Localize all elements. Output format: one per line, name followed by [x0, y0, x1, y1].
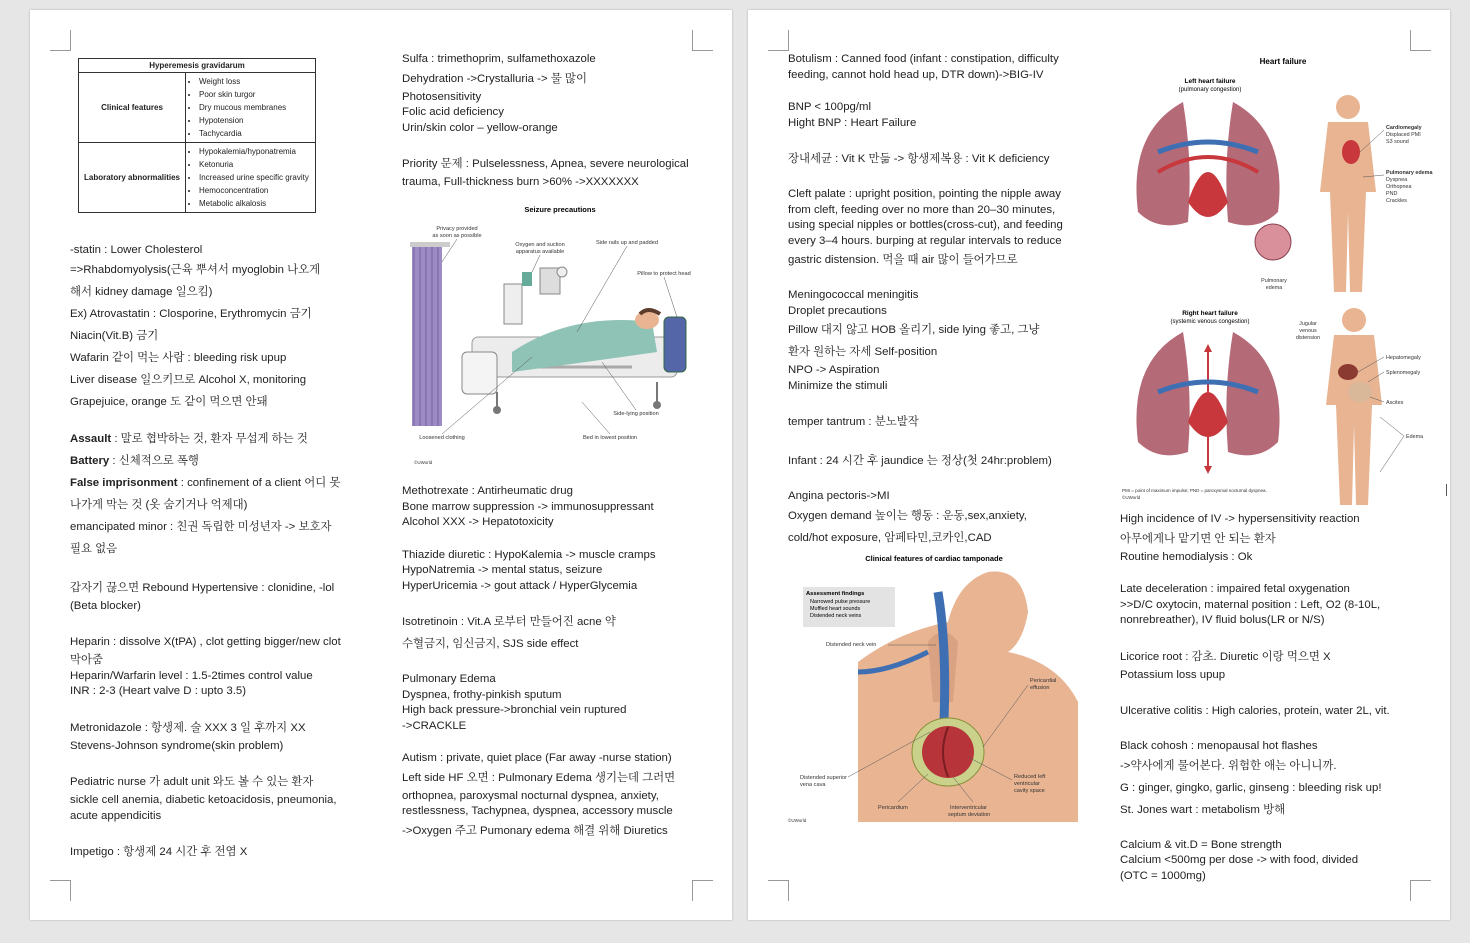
text-line: 막아줌 — [70, 654, 104, 666]
text-line: sickle cell anemia, diabetic ketoacidosis, pneumonia, — [70, 794, 337, 806]
figure-title: Heart failure — [1259, 57, 1307, 66]
curtain-illustration — [410, 242, 450, 426]
text-line: Left side HF 오면 : Pulmonary Edema 생기는데 그러면 — [402, 771, 676, 784]
figure-label: Pulmonary edema — [1386, 170, 1433, 176]
text-line: Botulism : Canned food (infant : constipation, difficulty — [788, 53, 1059, 65]
figure-label: Pillow to protect head — [637, 271, 691, 277]
list-item: • Dry mucous membranes — [199, 101, 312, 114]
figure-label: edema — [1265, 285, 1283, 291]
text-line: Dyspnea, frothy-pinkish sputum — [402, 688, 562, 701]
text-line: 나가게 막는 것 (옷 숨기거나 억제대) — [70, 498, 248, 511]
text-line: Metronidazole : 항생제. 술 XXX 3 일 후까지 XX — [70, 721, 306, 734]
text-line: cold/hot exposure, 암페타민,코카인,CAD — [788, 531, 992, 544]
text-line: Ulcerative colitis : High calories, protein, water 2L, vit. — [1120, 705, 1390, 717]
note-legal — [70, 428, 370, 560]
note-black-cohosh — [1120, 739, 1440, 821]
text-line: Hight BNP : Heart Failure — [788, 116, 917, 129]
note-statin — [70, 243, 370, 413]
text-cursor — [1446, 484, 1447, 496]
list-item: • Hemoconcentration — [199, 184, 312, 197]
text-line: Thiazide diuretic : HypoKalemia -> muscle cramps — [402, 548, 656, 561]
text-line: HypoNatremia -> mental status, seizure — [402, 564, 603, 576]
figure-label: Pericardial — [1030, 678, 1057, 684]
text-line: Licorice root : 감초. Diuretic 이랑 먹으면 X — [1120, 650, 1331, 663]
text-line: gastric distension. 먹을 때 air 많이 들어가므로 — [788, 254, 1018, 266]
oxygen-suction-illustration — [504, 267, 567, 324]
text-line: Potassium loss upup — [1120, 668, 1226, 681]
page1-left-column — [70, 243, 370, 880]
text-line: restlessness, Tachypnea, dyspnea, accessory muscle — [402, 805, 673, 817]
text-line: HyperUricemia -> gout attack / HyperGlycemia — [402, 579, 638, 592]
figure-label: S3 sound — [1386, 139, 1409, 145]
document-page-2 — [748, 10, 1450, 920]
text-line: acute appendicitis — [70, 809, 162, 822]
figure-label: Side-lying position — [613, 411, 659, 417]
hyperemesis-table — [78, 58, 316, 213]
text-line: ->약사에게 물어본다. 위험한 애는 아니니까. — [1120, 759, 1337, 772]
figure-label: as soon as possible — [432, 233, 482, 239]
note-thiazide — [402, 548, 702, 595]
figure-label: distension — [1295, 335, 1321, 341]
page2-left-column — [788, 52, 1088, 566]
note-ulcerative-colitis — [1120, 700, 1440, 722]
list-item: • Ketonuria — [199, 158, 312, 171]
text-line: Heparin : dissolve X(tPA) , clot getting bigger/new clot — [70, 636, 341, 648]
text-line: from cleft, feeding over no more than 20–30 minutes, — [788, 203, 1056, 216]
figure-label: Displaced PMI — [1386, 132, 1421, 138]
text-line: 필요 없음 — [70, 542, 118, 555]
text-line: Sulfa : trimethoprim, sulfamethoxazole — [402, 53, 596, 65]
text-line: Methotrexate : Antirheumatic drug — [402, 485, 573, 497]
text-line: High incidence of IV -> hypersensitivity reaction — [1120, 513, 1360, 525]
note-impetigo — [70, 841, 370, 863]
note-iv-hypersensitivity — [1120, 512, 1440, 565]
text-line: >>D/C oxytocin, maternal position : Left, O2 (8-10L, — [1120, 598, 1381, 611]
text-line: Oxygen demand 높이는 행동 : 운동,sex,anxiety, — [788, 509, 1027, 522]
text-line: Folic acid deficiency — [402, 106, 504, 118]
text-line: Bone marrow suppression -> immunosuppressant — [402, 500, 654, 513]
figure-label: Crackles — [1386, 198, 1407, 204]
note-autism — [402, 751, 702, 842]
list-item: • Hypokalemia/hyponatremia — [199, 145, 312, 158]
text-line: Pediatric nurse 가 adult unit 와도 볼 수 있는 환자 — [70, 776, 314, 788]
box-title: Assessment findings — [806, 591, 865, 597]
figure-label: apparatus available — [515, 249, 565, 255]
note-isotretinoin — [402, 611, 702, 655]
figure-label: PND — [1386, 191, 1398, 197]
list-item: • Poor skin turgor — [199, 88, 312, 101]
text-line: (OTC = 1000mg) — [1120, 869, 1206, 882]
text-line: Cleft palate : upright position, pointing the nipple away — [788, 188, 1061, 200]
page1-right-column-lower — [402, 484, 702, 859]
figure-label: Ascites — [1386, 400, 1404, 406]
note-tantrum — [788, 411, 1088, 433]
bed-illustration — [462, 310, 686, 414]
text-line: INR : 2-3 (Heart valve D : upto 3.5) — [70, 685, 246, 697]
figure-label: Distended neck vein — [826, 642, 877, 648]
text-line: Urin/skin color – yellow-orange — [402, 121, 558, 134]
copyright-label: ©UWorld — [788, 818, 807, 823]
figure-label: Dyspnea — [1386, 177, 1408, 183]
lungs-heart-bottom-illustration — [1136, 332, 1279, 474]
note-priority — [402, 153, 702, 191]
list-item: Distended neck veins — [810, 613, 862, 619]
text-line: Late deceleration : impaired fetal oxygenation — [1120, 583, 1350, 595]
text-line: Heparin/Warfarin level : 1.5-2times control value — [70, 669, 313, 682]
text-line: trauma, Full-thickness burn >60% ->XXXXXXX — [402, 176, 639, 188]
list-item: • Metabolic alkalosis — [199, 197, 312, 210]
figure-label: Pericardium — [878, 805, 908, 811]
crop-mark — [1410, 30, 1431, 51]
text-line: Photosensitivity — [402, 90, 482, 103]
list-item: Muffled heart sounds — [810, 606, 861, 612]
text-line: Pulmonary Edema — [402, 673, 496, 685]
table-title: Hyperemesis gravidarum — [79, 59, 316, 73]
text-line: Angina pectoris->MI — [788, 490, 890, 502]
figure-label: Distended superior — [800, 775, 847, 781]
document-page-1 — [30, 10, 732, 920]
text-line — [70, 472, 370, 494]
text-line: Wafarin 같이 먹는 사람 : bleeding risk upup — [70, 351, 287, 364]
crop-mark — [768, 30, 789, 51]
subfigure-title: Right heart failure — [1182, 310, 1238, 317]
note-late-deceleration — [1120, 582, 1440, 629]
table-row-label: Clinical features — [79, 73, 186, 143]
note-metronidazole — [70, 717, 370, 755]
copyright-label: ©UWorld — [414, 460, 433, 465]
subfigure-subtitle: (systemic venous congestion) — [1170, 319, 1250, 325]
text-line: Ex) Atrovastatin : Closporine, Erythromycin 금기 — [70, 307, 312, 320]
figure-label: Cardiomegaly — [1386, 125, 1422, 131]
text-line: Calcium <500mg per dose -> with food, divided — [1120, 854, 1359, 866]
note-methotrexate — [402, 484, 702, 531]
text-line: feeding, cannot hold head up, DTR down)->BIG-IV — [788, 68, 1044, 81]
text-line — [70, 428, 370, 450]
figure-label: Privacy provided — [436, 226, 478, 232]
term: Assault — [70, 432, 112, 445]
text-line: G : ginger, gingko, garlic, ginseng : bleeding risk up! — [1120, 781, 1382, 794]
text-line: Grapejuice, orange 도 같이 먹으면 안돼 — [70, 395, 268, 408]
text-line: Droplet precautions — [788, 304, 887, 317]
text-line: Infant : 24 시간 후 jaundice 는 정상(첫 24hr:problem) — [788, 455, 1052, 467]
note-botulism — [788, 52, 1088, 83]
text-line: High back pressure->bronchial vein ruptured — [402, 704, 627, 716]
text-line: NPO -> Aspiration — [788, 364, 880, 376]
note-calcium — [1120, 838, 1440, 885]
text-line: ->CRACKLE — [402, 719, 467, 732]
crop-mark — [692, 880, 713, 901]
text-line: Black cohosh : menopausal hot flashes — [1120, 740, 1318, 752]
note-clonidine — [70, 577, 370, 615]
note-pulmonary-edema — [402, 672, 702, 734]
text-line: Impetigo : 항생제 24 시간 후 전염 X — [70, 846, 248, 858]
text-line: 수혈금지, 임신금지, SJS side effect — [402, 638, 579, 650]
text-line: Niacin(Vit.B) 금기 — [70, 329, 159, 342]
list-item: • Weight loss — [199, 75, 312, 88]
body-bottom-illustration — [1326, 308, 1382, 505]
body-top-illustration — [1320, 95, 1376, 292]
list-item: • Hypotension — [199, 114, 312, 127]
note-bnp — [788, 100, 1088, 131]
definition: : 신체적으로 폭행 — [109, 454, 199, 467]
text-line: Dehydration ->Crystalluria -> 물 많이 — [402, 72, 587, 85]
text-line: St. Jones wart : metabolism 방해 — [1120, 803, 1286, 816]
figure-label: Oxygen and suction — [515, 242, 565, 248]
text-line: =>Rhabdomyolysis(근육 뿌셔서 myoglobin 나오게 — [70, 263, 321, 276]
crop-mark — [692, 30, 713, 51]
text-line: Pillow 대지 않고 HOB 올리기, side lying 좋고, 그냥 — [788, 324, 1040, 336]
crop-mark — [50, 880, 71, 901]
copyright-label: ©UWorld — [1122, 495, 1141, 500]
figure-label: Interventricular — [950, 805, 987, 811]
text-line: Alcohol XXX -> Hepatotoxicity — [402, 516, 554, 528]
definition: : 말로 협박하는 것, 환자 무섭게 하는 것 — [111, 432, 308, 445]
text-line: (Beta blocker) — [70, 599, 141, 612]
text-line: -statin : Lower Cholesterol — [70, 244, 203, 256]
list-item: • Tachycardia — [199, 127, 312, 140]
figure-label: cavity space — [1014, 788, 1045, 794]
figure-label: Pulmonary — [1261, 278, 1287, 284]
page2-right-column — [1120, 512, 1440, 901]
text-line: 갑자기 끊으면 Rebound Hypertensive : clonidine, -lol — [70, 581, 335, 594]
text-line: using special nipples or bottles(cross-cut), and feeding — [788, 219, 1063, 231]
text-line: Minimize the stimuli — [788, 379, 888, 392]
text-line: temper tantrum : 분노발작 — [788, 416, 919, 428]
text-line: Isotretinoin : Vit.A 로부터 만들어진 acne 약 — [402, 616, 616, 628]
subfigure-title: Left heart failure — [1184, 78, 1236, 85]
figure-label: Side rails up and padded — [596, 240, 658, 246]
subfigure-subtitle: (pulmonary congestion) — [1178, 87, 1242, 93]
term: Battery — [70, 454, 110, 467]
heart-failure-figure — [1118, 52, 1448, 500]
figure-title: Clinical features of cardiac tamponade — [865, 554, 1003, 563]
figure-label: Reduced left — [1014, 774, 1046, 780]
crop-mark — [50, 30, 71, 51]
figure-label: Splenomegaly — [1386, 370, 1421, 376]
text-line: Liver disease 일으키므로 Alcohol X, monitoring — [70, 373, 307, 386]
note-angina — [788, 489, 1088, 549]
page1-right-column — [402, 52, 702, 208]
text-line: BNP < 100pg/ml — [788, 101, 872, 113]
text-line: Autism : private, quiet place (Far away -nurse station) — [402, 752, 672, 764]
figure-label: Bed in lowest position — [582, 435, 638, 441]
figure-footnote: PMI = point of maximum impulse; PND = paroxysmal nocturnal dyspnea. — [1122, 488, 1267, 493]
term: False imprisonment — [70, 476, 178, 489]
figure-label: venous — [1299, 328, 1317, 334]
figure-label: Orthopnea — [1386, 184, 1412, 190]
list-item: • Increased urine specific gravity — [199, 171, 312, 184]
text-line: 아무에게나 맡기면 안 되는 환자 — [1120, 532, 1276, 545]
list-item: Narrowed pulse pressure — [810, 599, 871, 605]
text-line: orthopnea, paroxysmal nocturnal dyspnea, anxiety, — [402, 789, 659, 802]
figure-label: Edema — [1406, 434, 1424, 440]
figure-title: Seizure precautions — [524, 205, 596, 214]
figure-label: Jugular — [1299, 321, 1317, 327]
note-sulfa — [402, 52, 702, 136]
figure-label: ventricular — [1014, 781, 1040, 787]
text-line — [70, 450, 370, 472]
text-line: 환자 원하는 자세 Self-position — [788, 346, 938, 358]
figure-label: Hepatomegaly — [1386, 355, 1421, 361]
figure-label: septum deviation — [948, 812, 991, 818]
text-line: Routine hemodialysis : Ok — [1120, 550, 1253, 563]
text-line: Meningococcal meningitis — [788, 289, 919, 301]
note-cleft-palate — [788, 187, 1088, 271]
note-heparin — [70, 631, 370, 700]
lungs-heart-top-illustration — [1136, 102, 1291, 260]
note-licorice — [1120, 646, 1440, 684]
note-vitk — [788, 148, 1088, 170]
text-line: 해서 kidney damage 일으킴) — [70, 285, 213, 298]
text-line: emancipated minor : 친권 독립한 미성년자 -> 보호자 — [70, 520, 332, 533]
table-row-label: Laboratory abnormalities — [79, 143, 186, 213]
text-line: Calcium & vit.D = Bone strength — [1120, 838, 1282, 851]
text-line: nonrebreather), IV fluid bolus(LR or N/S) — [1120, 614, 1325, 626]
text-line: ->Oxygen 주고 Pumonary edema 해결 위해 Diuretics — [402, 824, 668, 837]
crop-mark — [768, 880, 789, 901]
note-pediatric — [70, 771, 370, 824]
cardiac-tamponade-figure — [788, 552, 1088, 823]
seizure-precautions-figure — [402, 202, 712, 472]
figure-label: Loosened clothing — [419, 435, 465, 441]
figure-label: vena cava — [800, 782, 826, 788]
definition: : confinement of a client 어디 못 — [177, 476, 341, 489]
text-line: Priority 문제 : Pulselessness, Apnea, severe neurological — [402, 158, 689, 170]
figure-label: effusion — [1030, 685, 1050, 691]
hyperemesis-table-wrap — [78, 58, 316, 213]
assessment-box — [803, 587, 895, 627]
text-line: 장내세균 : Vit K 만듦 -> 항생제복용 : Vit K deficiency — [788, 153, 1050, 165]
text-line: Stevens-Johnson syndrome(skin problem) — [70, 739, 284, 752]
note-meningitis — [788, 288, 1088, 394]
text-line: every 3–4 hours. burping at regular intervals to reduce — [788, 234, 1062, 247]
note-jaundice — [788, 450, 1088, 472]
